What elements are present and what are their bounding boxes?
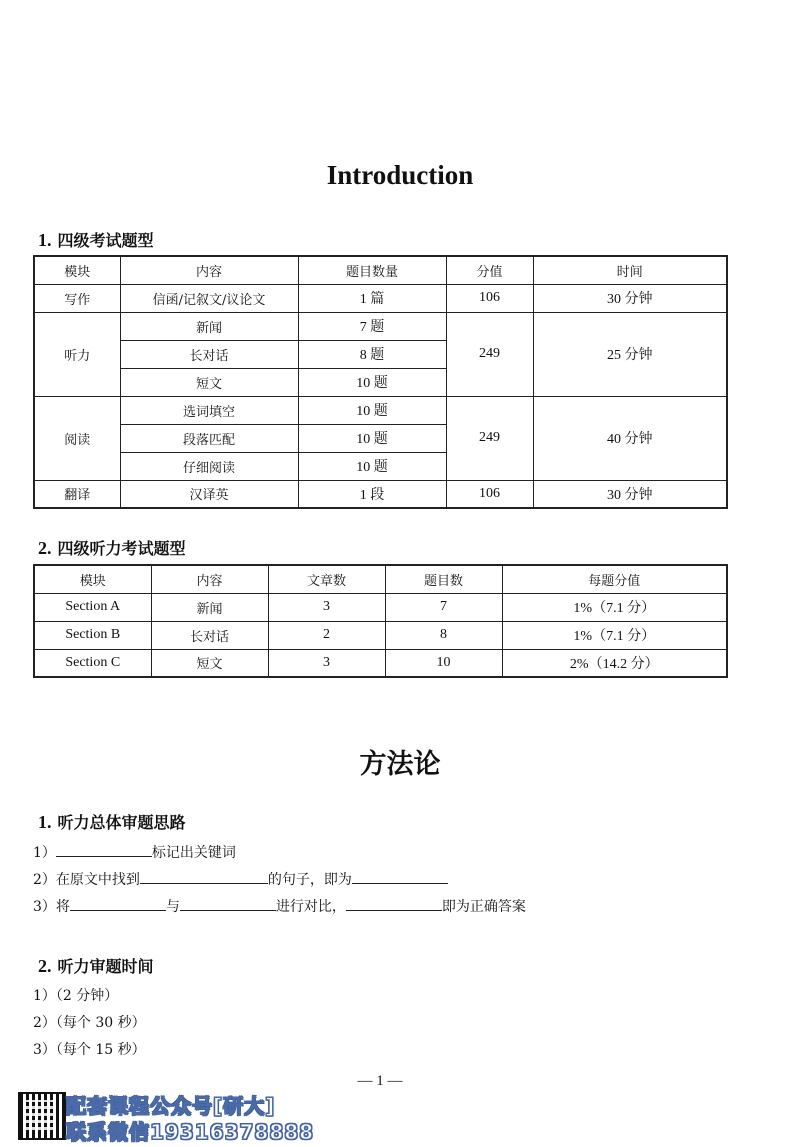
section-title: 四级考试题型: [57, 231, 154, 250]
step-number: 3）: [33, 899, 56, 915]
section-number: 1.: [38, 230, 52, 250]
score-per-question-cell: 2%（14.2 分）: [502, 649, 727, 677]
step-text: 进行对比，: [275, 899, 346, 915]
content-cell: 长对话: [151, 621, 268, 649]
content-cell: 信函/记叙文/议论文: [120, 284, 298, 312]
section-cell: Section B: [34, 621, 151, 649]
section-cell: Section A: [34, 593, 151, 621]
table-header-row: [34, 565, 727, 593]
count-cell: 10 题: [298, 396, 446, 424]
table-row: [34, 621, 727, 649]
content-cell: 短文: [120, 368, 298, 396]
section-heading-listening-approach: [38, 810, 186, 833]
step-text: 与: [165, 899, 180, 915]
step-number: 1）: [33, 845, 56, 861]
section-number: 1.: [38, 812, 52, 832]
fill-blank[interactable]: [346, 896, 442, 911]
count-cell: 10 题: [298, 368, 446, 396]
articles-cell: 3: [268, 593, 385, 621]
header-cell: 模块: [34, 256, 120, 284]
header-cell: 分值: [446, 256, 533, 284]
content-cell: 汉译英: [120, 480, 298, 508]
table-row: [34, 649, 727, 677]
fill-blank[interactable]: [56, 842, 152, 857]
fill-blank[interactable]: [70, 896, 166, 911]
score-cell: 106: [446, 480, 533, 508]
step-text: 标记出关键词: [151, 845, 236, 861]
watermark-line-1: 配套课程公众号[研大]: [66, 1094, 276, 1118]
header-cell: 文章数: [268, 565, 385, 593]
section-number: 2.: [38, 538, 52, 558]
questions-cell: 7: [385, 593, 502, 621]
section-heading-review-time: [38, 954, 154, 977]
fill-blank[interactable]: [180, 896, 276, 911]
page-number: — 1 —: [357, 1073, 403, 1089]
time-cell: 40 分钟: [533, 396, 727, 480]
section-cell: Section C: [34, 649, 151, 677]
step-line-3: [33, 896, 526, 916]
content-cell: 短文: [151, 649, 268, 677]
qr-code-icon: [18, 1092, 66, 1140]
step-number: 2）: [33, 872, 56, 888]
listening-types-table: [33, 564, 728, 678]
section-heading-listening-types: [38, 536, 186, 559]
fill-blank[interactable]: [352, 869, 448, 884]
time-line: 1）（2 分钟）: [33, 988, 119, 1004]
score-per-question-cell: 1%（7.1 分）: [502, 593, 727, 621]
watermark-line-2: 联系微信19316378888: [66, 1120, 315, 1144]
content-cell: 仔细阅读: [120, 452, 298, 480]
header-cell: 时间: [533, 256, 727, 284]
questions-cell: 8: [385, 621, 502, 649]
section-title: 听力审题时间: [57, 957, 154, 976]
step-line-2: [33, 869, 448, 889]
section-heading-exam-types: [38, 228, 154, 251]
content-cell: 新闻: [120, 312, 298, 340]
time-cell: 30 分钟: [533, 284, 727, 312]
step-text: 即为正确答案: [441, 899, 526, 915]
content-cell: 新闻: [151, 593, 268, 621]
count-cell: 1 篇: [298, 284, 446, 312]
count-cell: 1 段: [298, 480, 446, 508]
page-title-methodology: 方法论: [359, 749, 441, 780]
content-cell: 选词填空: [120, 396, 298, 424]
step-text: 的句子，即为: [267, 872, 352, 888]
section-title: 四级听力考试题型: [57, 539, 186, 558]
fill-blank[interactable]: [140, 869, 268, 884]
articles-cell: 2: [268, 621, 385, 649]
section-title: 听力总体审题思路: [57, 813, 186, 832]
table-row: [34, 593, 727, 621]
content-cell: 长对话: [120, 340, 298, 368]
score-cell: 249: [446, 396, 533, 480]
step-text: 在原文中找到: [55, 872, 140, 888]
table-row: [34, 312, 727, 340]
table-row: [34, 284, 727, 312]
page-title-introduction: Introduction: [326, 160, 474, 190]
header-cell: 题目数量: [298, 256, 446, 284]
count-cell: 10 题: [298, 452, 446, 480]
module-cell: 听力: [34, 312, 120, 396]
count-cell: 7 题: [298, 312, 446, 340]
score-cell: 106: [446, 284, 533, 312]
time-line: 3）（每个 15 秒）: [33, 1042, 146, 1058]
header-cell: 模块: [34, 565, 151, 593]
module-cell: 阅读: [34, 396, 120, 480]
table-row: [34, 480, 727, 508]
articles-cell: 3: [268, 649, 385, 677]
header-cell: 每题分值: [502, 565, 727, 593]
score-cell: 249: [446, 312, 533, 396]
step-line-1: [33, 842, 236, 862]
count-cell: 10 题: [298, 424, 446, 452]
time-line: 2）（每个 30 秒）: [33, 1015, 146, 1031]
module-cell: 翻译: [34, 480, 120, 508]
header-cell: 内容: [120, 256, 298, 284]
content-cell: 段落匹配: [120, 424, 298, 452]
module-cell: 写作: [34, 284, 120, 312]
time-cell: 30 分钟: [533, 480, 727, 508]
count-cell: 8 题: [298, 340, 446, 368]
table-row: [34, 396, 727, 424]
exam-types-table: [33, 255, 728, 509]
header-cell: 题目数: [385, 565, 502, 593]
step-text: 将: [55, 899, 70, 915]
section-number: 2.: [38, 956, 52, 976]
header-cell: 内容: [151, 565, 268, 593]
time-cell: 25 分钟: [533, 312, 727, 396]
questions-cell: 10: [385, 649, 502, 677]
table-header-row: [34, 256, 727, 284]
score-per-question-cell: 1%（7.1 分）: [502, 621, 727, 649]
